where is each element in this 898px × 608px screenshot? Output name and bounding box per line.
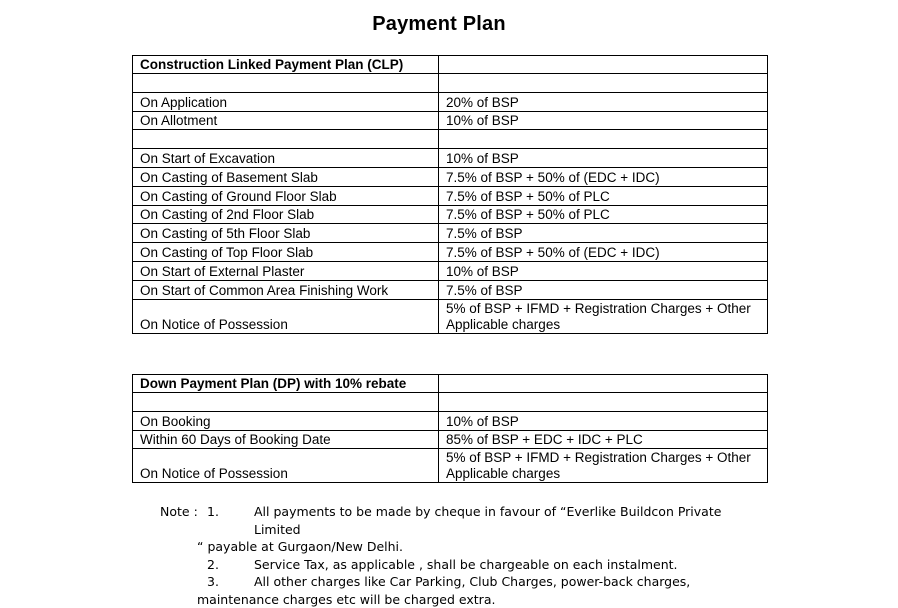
- table-header-row: [133, 56, 768, 74]
- table-row: [133, 243, 768, 262]
- amount-cell: 10% of BSP: [439, 261, 768, 280]
- dp-payment-table: [132, 374, 768, 483]
- amount-cell: 10% of BSP: [439, 149, 768, 168]
- note-number: 2.: [207, 556, 219, 572]
- note-label: Note :: [160, 504, 198, 519]
- table-row: [133, 205, 768, 224]
- table-row: [133, 299, 768, 333]
- note-text: Service Tax, as applicable , shall be chargeable on each instalment.: [254, 556, 678, 572]
- stage-cell: On Casting of Top Floor Slab: [133, 243, 439, 262]
- clp-payment-table: [132, 55, 768, 334]
- table-row: [133, 449, 768, 483]
- header-empty-cell: [439, 56, 768, 74]
- note-item: [160, 556, 760, 574]
- spacer-row: [133, 74, 768, 93]
- table-row: [133, 411, 768, 430]
- table-row: [133, 224, 768, 243]
- stage-cell: On Start of External Plaster: [133, 261, 439, 280]
- amount-cell: 7.5% of BSP: [439, 280, 768, 299]
- table-row: [133, 430, 768, 449]
- stage-cell: On Application: [133, 92, 439, 111]
- stage-cell: On Casting of Ground Floor Slab: [133, 186, 439, 205]
- amount-cell: 20% of BSP: [439, 92, 768, 111]
- table-row: [133, 261, 768, 280]
- stage-cell: On Notice of Possession: [133, 449, 439, 483]
- note-item: [160, 573, 760, 608]
- dp-heading: Down Payment Plan (DP) with 10% rebate: [133, 375, 439, 393]
- stage-cell: On Casting of 5th Floor Slab: [133, 224, 439, 243]
- page-title: Payment Plan: [372, 13, 506, 35]
- amount-cell: 7.5% of BSP + 50% of PLC: [439, 186, 768, 205]
- stage-cell: On Casting of Basement Slab: [133, 167, 439, 186]
- table-row: [133, 186, 768, 205]
- stage-cell: Within 60 Days of Booking Date: [133, 430, 439, 449]
- table-row: [133, 111, 768, 130]
- note-text: “ payable at Gurgaon/New Delhi.: [197, 539, 404, 554]
- amount-cell: 10% of BSP: [439, 111, 768, 130]
- note-item: [160, 503, 760, 538]
- stage-cell: On Notice of Possession: [133, 299, 439, 333]
- amount-cell: 10% of BSP: [439, 411, 768, 430]
- table-row: [133, 167, 768, 186]
- stage-cell: On Booking: [133, 411, 439, 430]
- table-row: [133, 92, 768, 111]
- amount-cell: 5% of BSP + IFMD + Registration Charges + Other Applicable charges: [439, 449, 768, 483]
- clp-heading: Construction Linked Payment Plan (CLP): [133, 56, 439, 74]
- table-row: [133, 280, 768, 299]
- amount-cell: 7.5% of BSP + 50% of (EDC + IDC): [439, 167, 768, 186]
- amount-cell: 7.5% of BSP + 50% of (EDC + IDC): [439, 243, 768, 262]
- stage-cell: On Start of Excavation: [133, 149, 439, 168]
- amount-cell: 7.5% of BSP + 50% of PLC: [439, 205, 768, 224]
- amount-cell: 5% of BSP + IFMD + Registration Charges + Other Applicable charges: [439, 299, 768, 333]
- stage-cell: On Allotment: [133, 111, 439, 130]
- spacer-row: [133, 393, 768, 412]
- amount-cell: 7.5% of BSP: [439, 224, 768, 243]
- spacer-row: [133, 130, 768, 149]
- note-text: All other charges like Car Parking, Club Charges, power-back charges, maintenance charges etc will be charged extra.: [197, 574, 691, 607]
- amount-cell: 85% of BSP + EDC + IDC + PLC: [439, 430, 768, 449]
- table-header-row: [133, 375, 768, 393]
- header-empty-cell: [439, 375, 768, 393]
- note-number: 1.: [207, 504, 219, 519]
- stage-cell: On Start of Common Area Finishing Work: [133, 280, 439, 299]
- note-number: 3.: [207, 574, 219, 589]
- notes-section: [160, 503, 760, 608]
- stage-cell: On Casting of 2nd Floor Slab: [133, 205, 439, 224]
- note-text: All payments to be made by cheque in favour of “Everlike Buildcon Private Limited: [254, 504, 722, 537]
- note-item-continuation: [160, 538, 760, 556]
- table-row: [133, 149, 768, 168]
